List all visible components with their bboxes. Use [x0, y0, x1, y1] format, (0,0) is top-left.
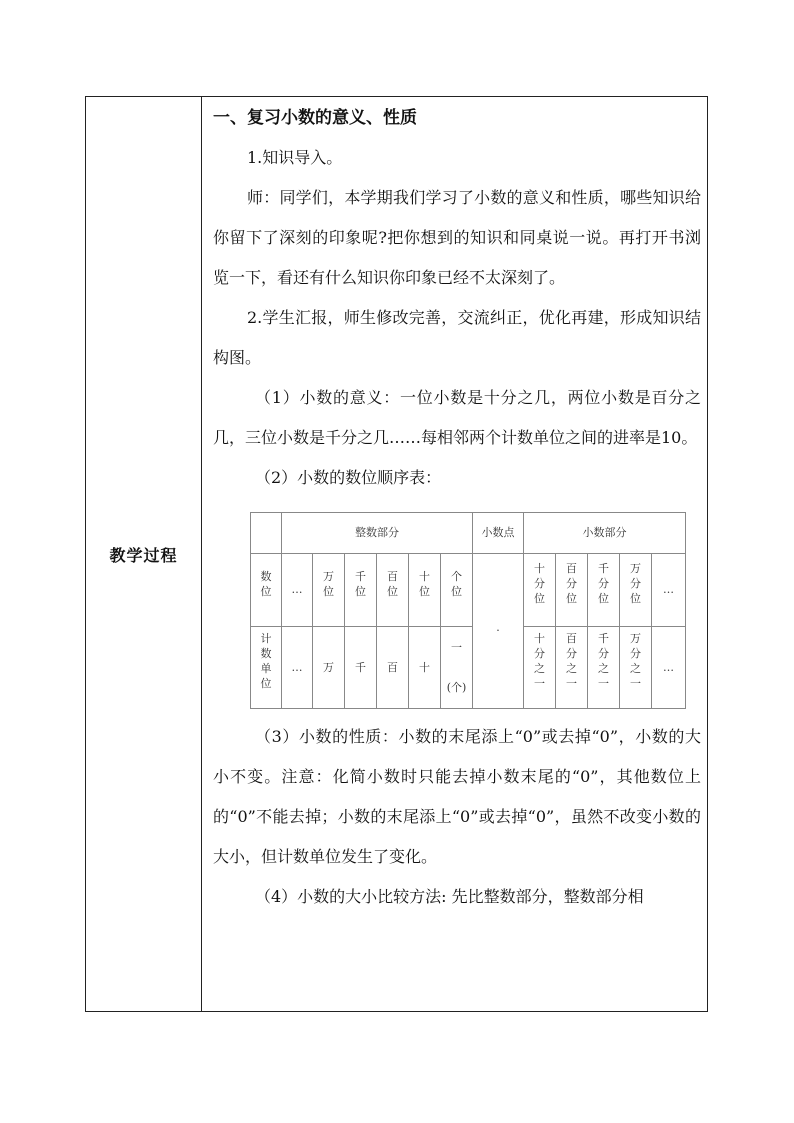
content-cell — [213, 98, 701, 917]
digit-cell: 百位 — [377, 554, 409, 627]
integer-part-header: 整数部分 — [282, 513, 473, 554]
digit-cell: … — [652, 554, 686, 627]
digit-cell: 千位 — [345, 554, 377, 627]
section-label-cell — [86, 97, 201, 1011]
unit-cell: 十 — [409, 627, 441, 709]
paragraph-report: 2.学生汇报，师生修改完善，交流纠正，优化再建，形成知识结构图。 — [213, 308, 701, 367]
unit-cell: 万分之一 — [620, 627, 652, 709]
decimal-point-cell: · — [473, 554, 524, 709]
digit-cell: 万位 — [313, 554, 345, 627]
decimal-part-header: 小数部分 — [524, 513, 686, 554]
digit-cell: 个位 — [441, 554, 473, 627]
unit-cell: 千分之一 — [588, 627, 620, 709]
paragraph-compare: （4）小数的大小比较方法: 先比整数部分，整数部分相 — [255, 887, 644, 906]
place-value-table — [250, 512, 686, 709]
unit-cell: … — [282, 627, 313, 709]
unit-cell: 千 — [345, 627, 377, 709]
digit-cell: 百分位 — [556, 554, 588, 627]
paragraph-property: （3）小数的性质：小数的末尾添上“0”或去掉“0”，小数的大小不变。注意：化简小数时只能去掉小数末尾的“0”，其他数位上的“0”不能去掉；小数的末尾添上“0”或去掉“0”，虽然不改变小数的大小，但计数单位发生了变化。 — [213, 727, 701, 866]
decimal-point-header: 小数点 — [473, 513, 524, 554]
paragraph-place-table-caption: （2）小数的数位顺序表： — [255, 468, 442, 487]
paragraph-intro: 1.知识导入。 — [247, 148, 343, 167]
unit-cell: 十分之一 — [524, 627, 556, 709]
unit-cell: … — [652, 627, 686, 709]
unit-one-note: (个) — [446, 680, 467, 694]
row-label-digit: 数位 — [251, 554, 282, 627]
paragraph-meaning: （1）小数的意义：一位小数是十分之几，两位小数是百分之几，三位小数是千分之几……每相邻两个计数单位之间的进率是10。 — [213, 388, 701, 447]
corner-cell — [251, 513, 282, 554]
digit-cell: 十分位 — [524, 554, 556, 627]
unit-cell: 百分之一 — [556, 627, 588, 709]
section-label: 教学过程 — [109, 545, 178, 565]
unit-cell: 百 — [377, 627, 409, 709]
column-divider — [201, 96, 202, 1012]
digit-cell: 万分位 — [620, 554, 652, 627]
unit-cell: 万 — [313, 627, 345, 709]
paragraph-teacher: 师：同学们，本学期我们学习了小数的意义和性质，哪些知识给你留下了深刻的印象呢?把你想到的知识和同桌说一说。再打开书浏览一下，看还有什么知识你印象已经不太深刻了。 — [213, 188, 701, 287]
section-heading: 一、复习小数的意义、性质 — [213, 108, 417, 128]
digit-cell: … — [282, 554, 313, 627]
place-value-table-wrap — [250, 512, 686, 709]
unit-cell-one — [441, 627, 473, 709]
unit-one: 一 — [451, 640, 462, 654]
digit-cell: 千分位 — [588, 554, 620, 627]
digit-cell: 十位 — [409, 554, 441, 627]
row-label-unit: 计数单位 — [251, 627, 282, 709]
